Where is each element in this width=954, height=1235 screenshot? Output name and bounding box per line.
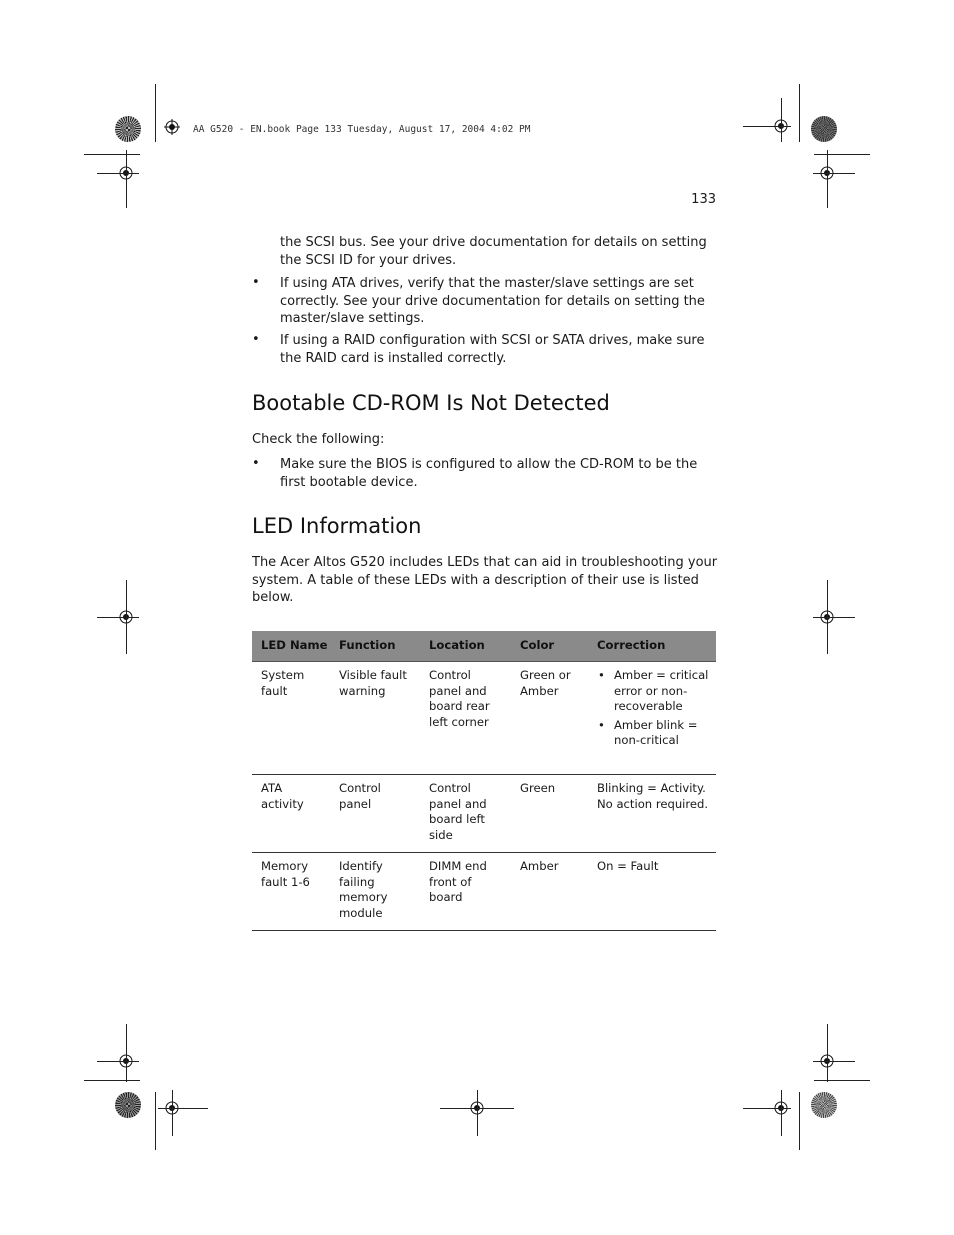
crop-line [814,1080,870,1081]
table-cell: Blinking = Activity. No action required. [588,775,716,853]
table-cell: Control panel [330,775,420,853]
table-cell: Memory fault 1-6 [252,853,330,931]
cdrom-lead: Check the following: [252,432,385,447]
list-item: If using a RAID configuration with SCSI or SATA drives, make sure the RAID card is installed correctly. [280,333,705,366]
registration-mark-icon [164,119,180,135]
crop-line [172,1090,173,1136]
table-row [252,662,716,775]
table-row [252,775,716,853]
crop-line [743,1108,791,1109]
table-cell: Identify failing memory module [330,853,420,931]
starburst-icon [811,116,837,142]
crop-line [84,1080,140,1081]
starburst-icon [115,1092,141,1118]
list-item: • Amber = critical error or non-recoverable [597,668,710,715]
crop-line [126,1024,127,1082]
crop-line [97,173,139,174]
table-cell: Control panel and board rear left corner [420,662,511,775]
crop-line [827,1024,828,1082]
column-header: Location [420,631,511,662]
table-cell: Green [511,775,588,853]
print-header: AA G520 - EN.book Page 133 Tuesday, August 17, 2004 4:02 PM [193,124,531,135]
table-cell: Green or Amber [511,662,588,775]
column-header: LED Name [252,631,330,662]
crop-line [799,84,800,142]
crop-line [814,154,870,155]
led-intro-paragraph: The Acer Altos G520 includes LEDs that can aid in troubleshooting your system. A table of these LEDs with a description of their use is listed below. [252,555,718,605]
crop-line [155,1092,156,1150]
table-cell: Visible fault warning [330,662,420,775]
crop-line [813,617,855,618]
correction-list [597,668,710,749]
column-header: Color [511,631,588,662]
crop-line [781,98,782,142]
crop-line [97,617,139,618]
table-cell: Amber [511,853,588,931]
page-number: 133 [691,192,716,207]
crop-line [477,1090,478,1136]
list-item: Make sure the BIOS is configured to allow the CD-ROM to be the first bootable device. [280,457,698,490]
starburst-icon [811,1092,837,1118]
table-header-row [252,631,716,662]
table-cell: ATA activity [252,775,330,853]
crop-line [84,154,140,155]
bullet-icon: • [252,456,260,471]
crop-line [743,126,791,127]
table-cell: DIMM end front of board [420,853,511,931]
list-item: • Amber blink = non-critical [597,718,710,749]
crop-line [827,150,828,208]
list-item: If using ATA drives, verify that the master/slave settings are set correctly. See your drive documentation for details on setting the master/slave settings. [280,276,705,326]
table-cell [588,662,716,775]
column-header: Function [330,631,420,662]
table-row [252,853,716,931]
crop-line [126,150,127,208]
starburst-icon [115,116,141,142]
crop-line [813,173,855,174]
crop-line [158,1108,208,1109]
led-table [252,631,716,931]
crop-line [155,84,156,142]
bullet-icon: • [252,332,260,347]
section-heading-led: LED Information [252,514,422,538]
section-heading-cdrom: Bootable CD-ROM Is Not Detected [252,391,610,415]
continuation-paragraph: the SCSI bus. See your drive documentation for details on setting the SCSI ID for your drives. [280,235,707,268]
crop-line [799,1092,800,1150]
table-cell: System fault [252,662,330,775]
table-cell: Control panel and board left side [420,775,511,853]
bullet-icon: • [252,275,260,290]
table-cell: On = Fault [588,853,716,931]
column-header: Correction [588,631,716,662]
crop-line [813,1061,855,1062]
crop-line [781,1090,782,1136]
crop-line [97,1061,139,1062]
